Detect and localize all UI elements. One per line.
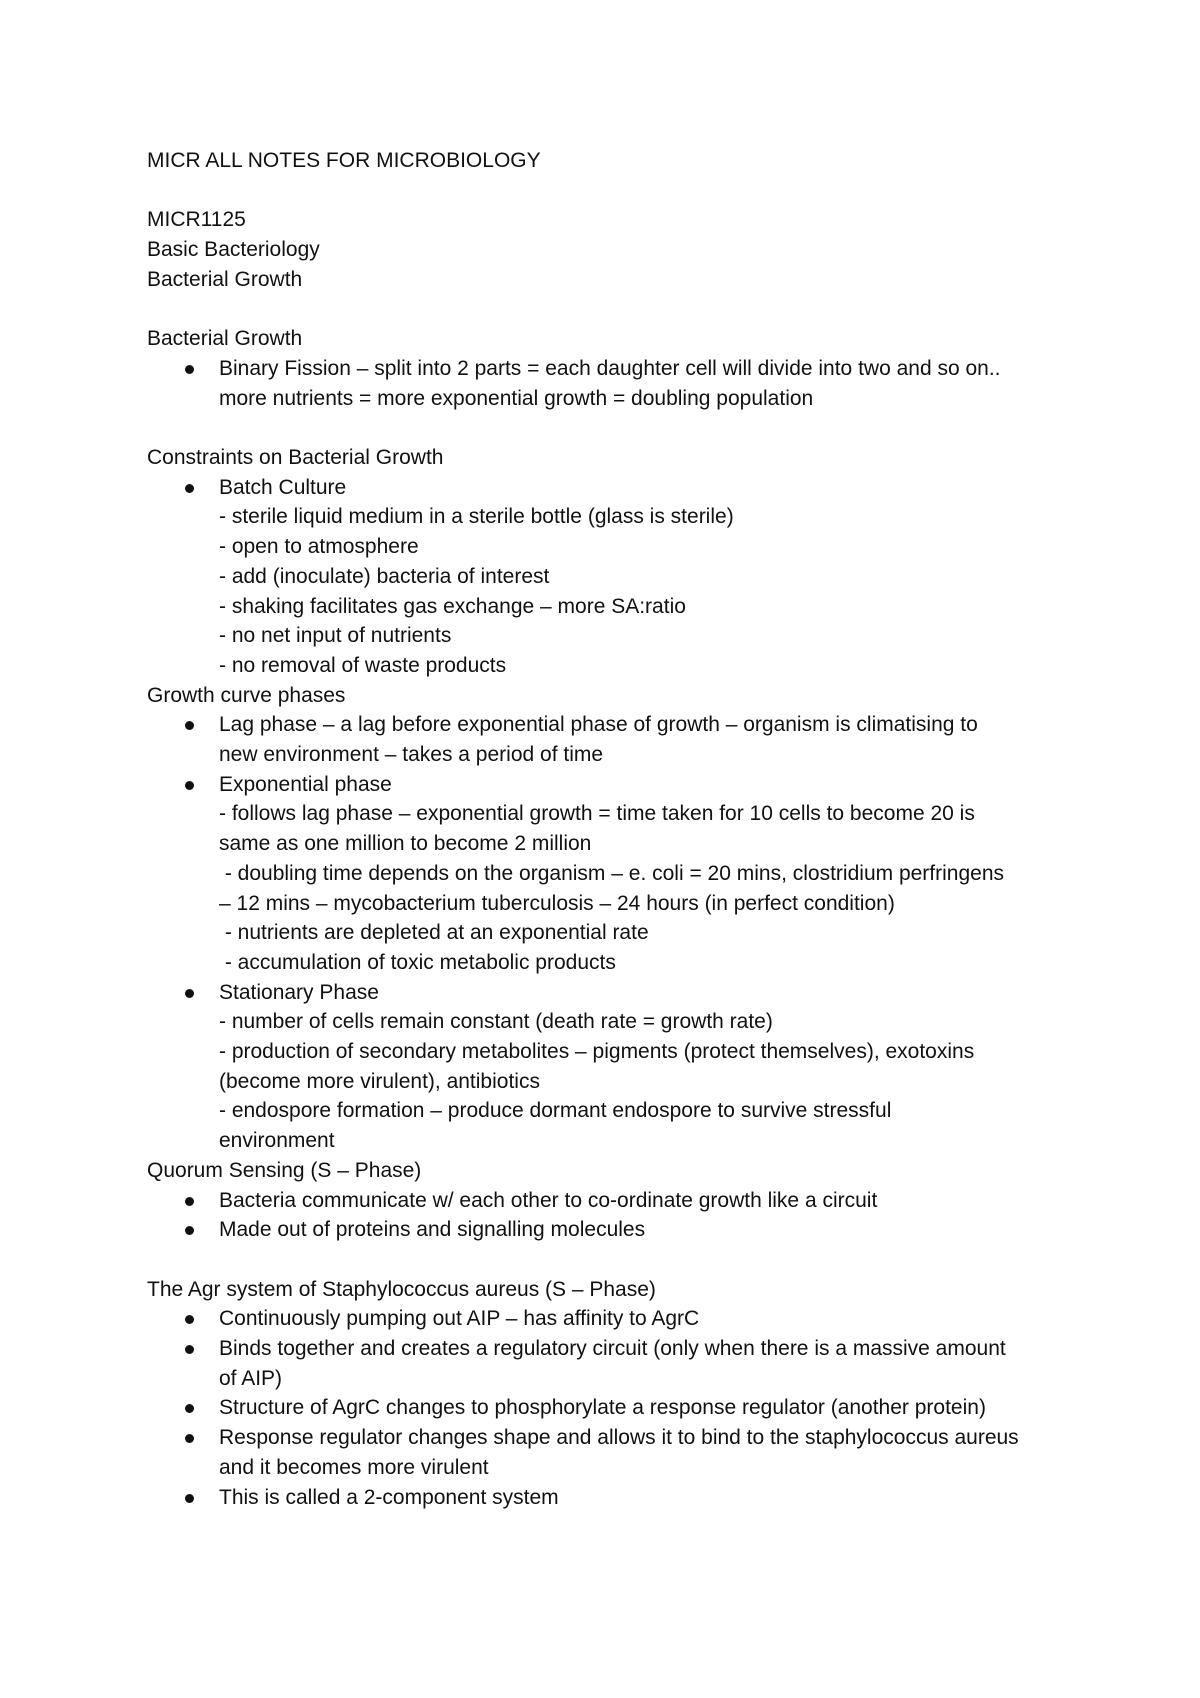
bullet-line: - add (inoculate) bacteria of interest	[219, 564, 550, 588]
bullet-item	[147, 1186, 1082, 1216]
section-heading-constraints: Constraints on Bacterial Growth	[147, 445, 444, 469]
bullet-line: Continuously pumping out AIP – has affinity to AgrC	[219, 1307, 700, 1331]
bullet-line: Response regulator changes shape and allows it to bind to the staphylococcus aureus	[219, 1426, 1019, 1450]
bullet-line: - endospore formation – produce dormant endospore to survive stressful	[219, 1099, 892, 1123]
section-heading-growth-curve: Growth curve phases	[147, 683, 346, 707]
bullet-list	[147, 1304, 1082, 1512]
subject: Basic Bacteriology	[147, 238, 320, 262]
bullet-line: - no removal of waste products	[219, 653, 507, 677]
bullet-line: of AIP)	[219, 1366, 283, 1390]
section-heading-agr-system: The Agr system of Staphylococcus aureus (S – Phase)	[147, 1277, 656, 1301]
bullet-item	[147, 1215, 1082, 1245]
bullet-line: Bacteria communicate w/ each other to co-ordinate growth like a circuit	[219, 1188, 878, 1212]
bullet-line: - nutrients are depleted at an exponential rate	[219, 921, 649, 945]
bullet-item	[147, 710, 1082, 769]
bullet-line: Made out of proteins and signalling molecules	[219, 1218, 646, 1242]
bullet-item	[147, 978, 1082, 1156]
bullet-line: - doubling time depends on the organism – e. coli = 20 mins, clostridium perfringens	[219, 861, 1005, 885]
bullet-line: - number of cells remain constant (death rate = growth rate)	[219, 1010, 773, 1034]
document-page	[147, 146, 1082, 1512]
bullet-list	[147, 354, 1082, 413]
bullet-line: This is called a 2-component system	[219, 1485, 559, 1509]
bullet-line: - open to atmosphere	[219, 535, 419, 559]
bullet-line: and it becomes more virulent	[219, 1455, 489, 1479]
document-title: MICR ALL NOTES FOR MICROBIOLOGY	[147, 149, 541, 172]
course-code: MICR1125	[147, 208, 246, 232]
bullet-line: new environment – takes a period of time	[219, 743, 604, 767]
bullet-line: - accumulation of toxic metabolic products	[219, 950, 616, 974]
bullet-line: Batch Culture	[219, 475, 347, 499]
topic: Bacterial Growth	[147, 267, 303, 291]
bullet-item	[147, 1304, 1082, 1334]
bullet-line: - sterile liquid medium in a sterile bottle (glass is sterile)	[219, 505, 734, 529]
bullet-item	[147, 473, 1082, 681]
bullet-line: - no net input of nutrients	[219, 624, 452, 648]
bullet-item	[147, 1483, 1082, 1513]
bullet-item	[147, 354, 1082, 413]
section-heading-quorum-sensing: Quorum Sensing (S – Phase)	[147, 1158, 422, 1182]
bullet-line: – 12 mins – mycobacterium tuberculosis – 24 hours (in perfect condition)	[219, 891, 895, 915]
bullet-line: Binary Fission – split into 2 parts = each daughter cell will divide into two and so on..	[219, 356, 1001, 380]
bullet-line: - shaking facilitates gas exchange – more SA:ratio	[219, 594, 686, 618]
bullet-line: (become more virulent), antibiotics	[219, 1069, 540, 1093]
bullet-item	[147, 770, 1082, 978]
bullet-line: Lag phase – a lag before exponential phase of growth – organism is climatising to	[219, 713, 978, 737]
bullet-line: Exponential phase	[219, 772, 392, 796]
spacer	[147, 413, 1082, 443]
spacer	[147, 1245, 1082, 1275]
bullet-line: - follows lag phase – exponential growth = time taken for 10 cells to become 20 is	[219, 802, 975, 826]
bullet-item	[147, 1393, 1082, 1423]
bullet-list	[147, 473, 1082, 681]
bullet-line: Stationary Phase	[219, 980, 379, 1004]
spacer	[147, 176, 1082, 206]
bullet-line: Binds together and creates a regulatory circuit (only when there is a massive amount	[219, 1337, 1006, 1361]
section-heading-bacterial-growth: Bacterial Growth	[147, 327, 303, 351]
bullet-line: same as one million to become 2 million	[219, 832, 592, 856]
bullet-line: Structure of AgrC changes to phosphorylate a response regulator (another protein)	[219, 1396, 986, 1420]
bullet-item	[147, 1423, 1082, 1482]
bullet-line: environment	[219, 1129, 335, 1153]
spacer	[147, 295, 1082, 325]
bullet-line: - production of secondary metabolites – pigments (protect themselves), exotoxins	[219, 1040, 975, 1064]
bullet-list	[147, 710, 1082, 1156]
bullet-line: more nutrients = more exponential growth = doubling population	[219, 386, 814, 410]
bullet-item	[147, 1334, 1082, 1393]
bullet-list	[147, 1186, 1082, 1245]
